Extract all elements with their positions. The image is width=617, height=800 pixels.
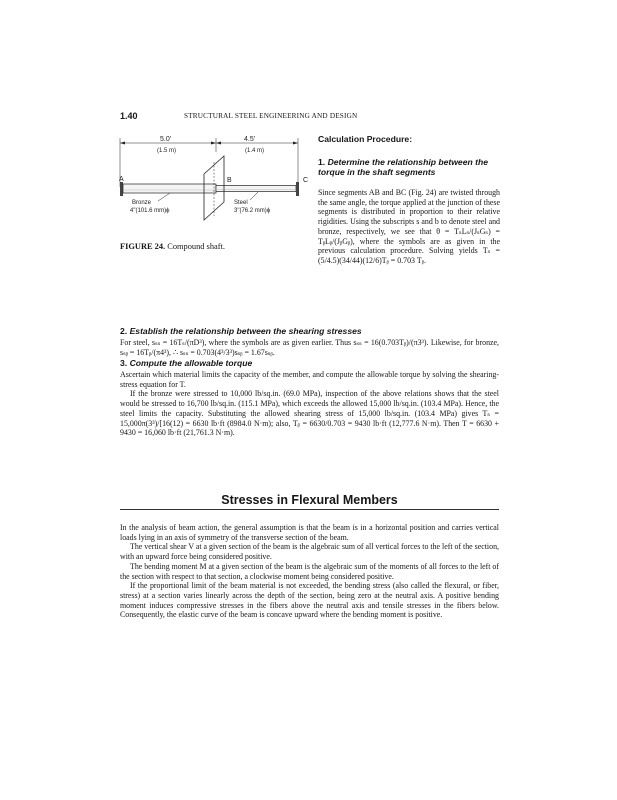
dim-arrow-right [293,142,298,145]
section-rule [120,509,499,510]
step2-paragraph: For steel, sₛₛ = 16Tₛ/(πD³), where the symbols are as given earlier. Thus sₛₛ = 16(0.703Tᵦ)/(π3³). Likewise, for bronze, sₛᵦ = 16Tᵦ/(π4³), ∴ sₛₛ = 0.703(4³/3³)sₛᵦ = 1.67sₛᵦ. [120,338,499,357]
figure-caption-text: Compound shaft. [167,242,225,251]
step1-body [318,188,500,266]
section-paragraph-2: The vertical shear V at a given section of the beam is the algebraic sum of all vertical forces to the left of the section, with an upward force being considered positive. [120,542,499,562]
section-paragraph-4: If the proportional limit of the beam material is not exceeded, the bending stress (also called the flexural, or fiber, stress) at a section varies linearly across the depth of the section, being zero at the neutral axis. A positive bending moment induces compressive stresses in the fibers above the neutral axis and tensile stresses in the fibers below. Consequently, the elastic curve of the beam is concave upward where the bending moment is positive. [120,581,499,620]
left-support [120,182,123,196]
step1-paragraph: Since segments AB and BC (Fig. 24) are twisted through the same angle, the torque applied at the junction of these segments is distributed in proportion to their relative rigidities. Using the subscripts s and b to denote steel and bronze, respectively, we see that θ = TₛLₛ/(JₛGₛ) = TᵦLᵦ/(JᵦGᵦ), where the symbols are as given in the previous calculation procedure. Solving yields Tₛ = (5/4.5)(34/44)(12/6)Tᵦ = 0.703 Tᵦ. [318,188,500,265]
figure-caption [120,242,310,251]
section-paragraph-1: In the analysis of beam action, the general assumption is that the beam is in a horizontal position and carries vertical loads lying in an axis of symmetry of the transverse section of the beam. [120,523,499,542]
step3-paragraph-2: If the bronze were stressed to 10,000 lb/sq.in. (69.0 MPa), inspection of the above relations shows that the steel would be stressed to 16,700 lb/sq.in. (115.1 MPa), which exceeds the allowed 15,000 lb/sq.in. (103.4 MPa). Hence, the steel limits the capacity. Substituting the allowed shearing stress of 15,000 lb/sq.in. (103.4 MPa) gives Tₛ = 15,000π(3³)/[16(12) = 6630 lb·ft (8984.0 N·m); also, Tᵦ = 6630/0.703 = 9430 lb·ft (12,777.6 N·m). Then T = 6630 + 9430 = 16,060 lb·ft (21,761.3 N·m). [120,389,499,438]
point-c-label: C [303,177,309,184]
step2-heading [120,326,362,336]
step3-number: 3. [120,358,128,368]
section-title: Stresses in Flexural Members [221,493,398,507]
dim-left-length: 5.0' [160,136,172,143]
steel-leader [250,192,258,200]
calc-procedure-heading: Calculation Procedure: [318,134,413,144]
page-number: 1.40 [120,111,138,121]
point-a-label: A [119,176,124,183]
step1-number: 1. [318,157,326,167]
dim-arrow-mid-r [216,142,221,145]
point-b-label: B [227,177,232,184]
right-support [296,182,299,196]
bronze-label: Bronze [132,200,152,206]
step3-body [120,370,499,438]
step2-title: Establish the relationship between the shearing stresses [129,326,362,336]
section-body [120,523,499,620]
dim-arrow-left [120,142,125,145]
step3-paragraph-1: Ascertain which material limits the capacity of the member, and compute the allowable torque by solving the shearing-stress equation for T. [120,370,499,389]
step1-title: Determine the relationship between the torque in the shaft segments [318,157,489,178]
dim-arrow-mid-l [211,142,216,145]
step3-heading [120,358,252,368]
bronze-leader [158,193,170,201]
dim-left-metric: (1.5 m) [157,148,177,154]
steel-label: Steel [234,200,248,206]
step3-title: Compute the allowable torque [129,358,253,368]
steel-size-label: 3"(76.2 mm)ϕ [234,208,271,214]
running-title: STRUCTURAL STEEL ENGINEERING AND DESIGN [184,112,358,120]
step1-heading [318,157,502,177]
steel-shaft [216,186,296,192]
running-head [120,111,498,125]
bronze-shaft [123,184,216,193]
compound-shaft-figure [120,132,312,240]
step2-body [120,338,499,357]
bronze-size-label: 4"(101.6 mm)ϕ [130,208,170,214]
step2-number: 2. [120,326,128,336]
figure-caption-label: FIGURE 24. [120,242,166,251]
section-paragraph-3: The bending moment M at a given section of the beam is the algebraic sum of the moments of all forces to the left of the section with respect to that section, a clockwise moment being considered positive. [120,561,499,581]
dim-right-length: 4.5' [244,136,256,143]
dim-right-metric: (1.4 m) [245,148,265,154]
